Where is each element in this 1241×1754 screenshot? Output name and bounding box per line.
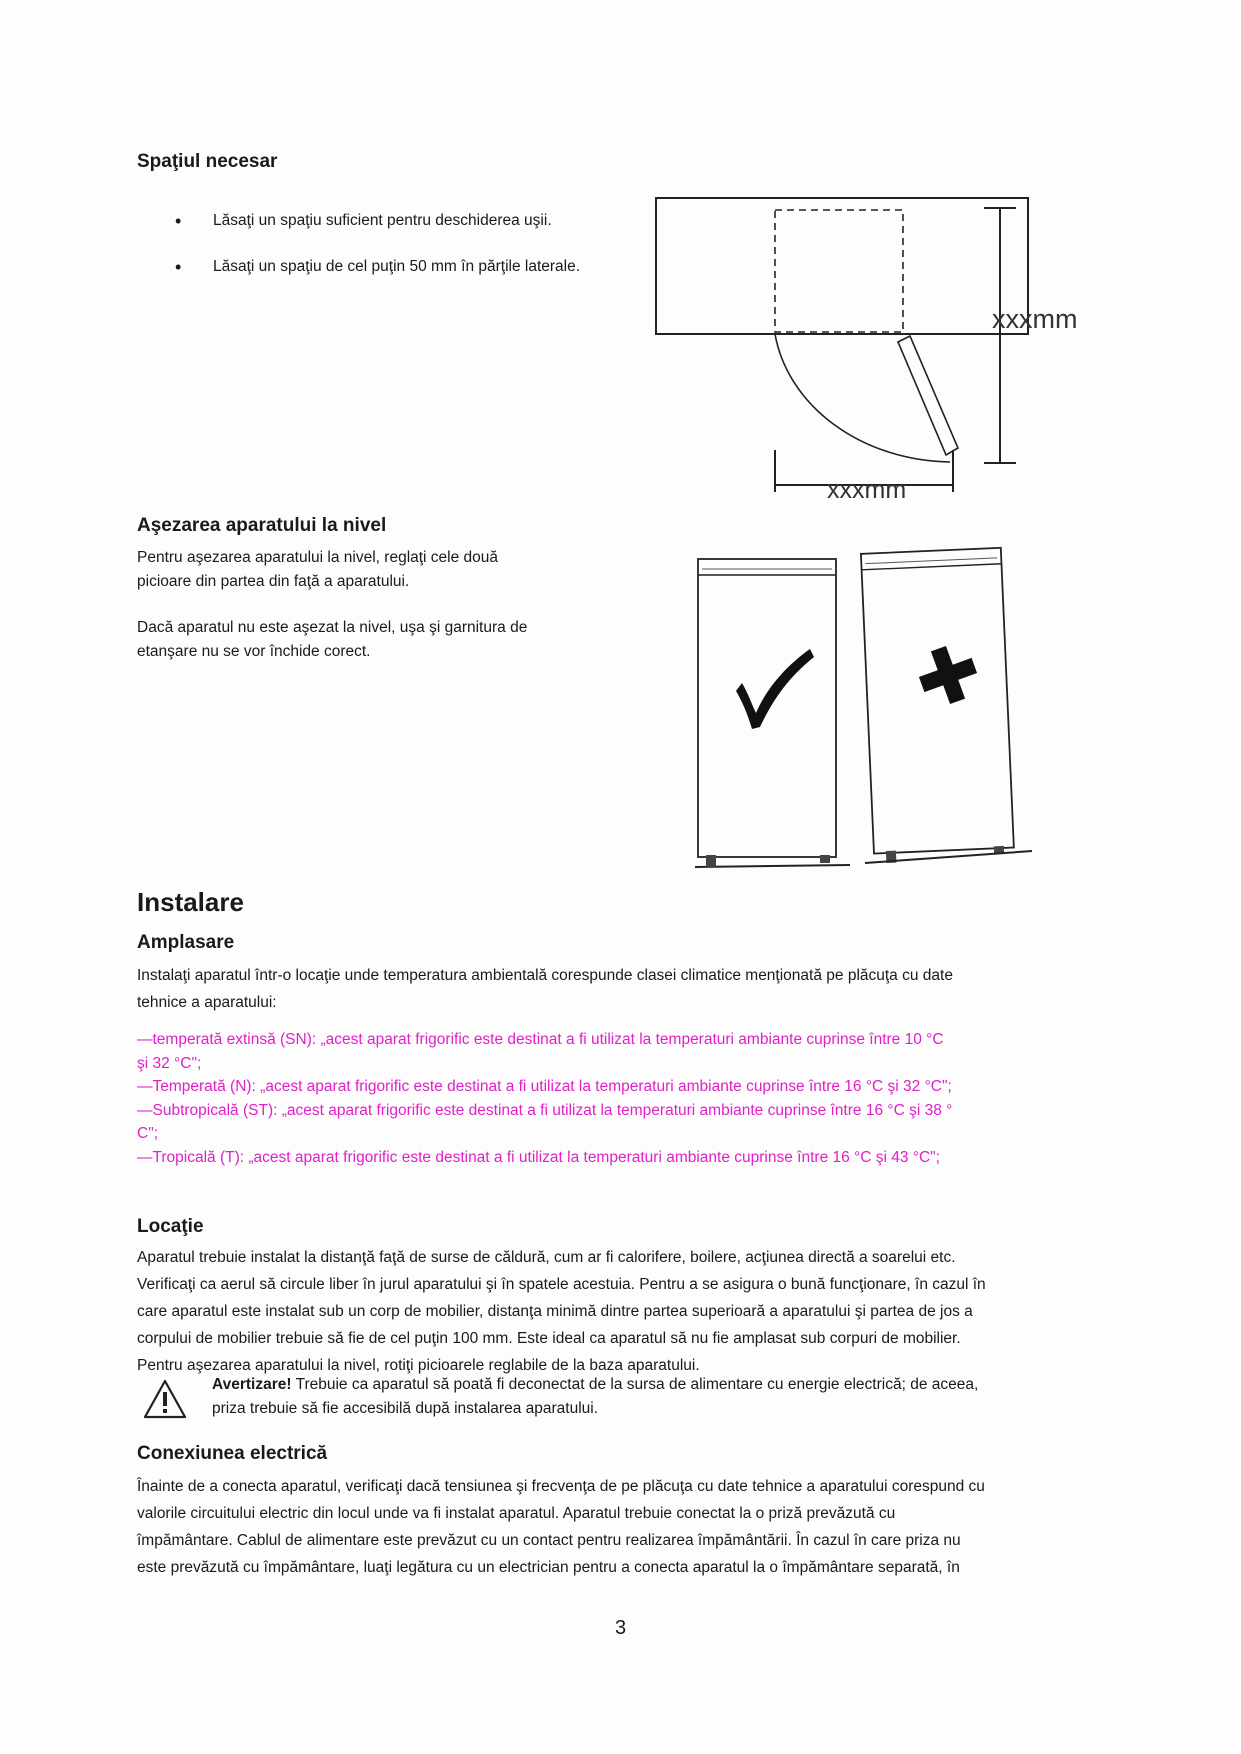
fridge-dashed-outline: [775, 210, 903, 332]
fridge-top-outline: [656, 198, 1028, 334]
climate-classes-list: [137, 1028, 952, 1169]
bullet-dot: •: [175, 211, 182, 231]
page-number: 3: [614, 1617, 627, 1639]
leveling-paragraph-1: Pentru aşezarea aparatului la nivel, reglaţi cele două picioare din partea din faţă a aparatului.: [137, 549, 499, 590]
climate-class-line: —Subtropicală (ST): „acest aparat frigorific este destinat a fi utilizat la temperaturi ambiante cuprinse între 16 °C şi 38 °: [137, 1101, 953, 1119]
leveling-illustration: [690, 545, 1050, 875]
climate-class-line: —Temperată (N): „acest aparat frigorific este destinat a fi utilizat la temperaturi ambiante cuprinse între 16 °C şi 32 °C";: [137, 1078, 952, 1095]
width-dimension-label: xxxmm: [827, 476, 907, 504]
door-swing-arc: [775, 334, 950, 462]
tilted-fridge: [861, 548, 1014, 864]
heading-electrical-connection: Conexiunea electrică: [137, 1443, 328, 1464]
climate-class-line: —Tropicală (T): „acest aparat frigorific este destinat a fi utilizat la temperaturi ambiante cuprinse între 16 °C şi 43 °C";: [137, 1148, 940, 1166]
electrical-paragraph: Înainte de a conecta aparatul, verificaţi dacă tensiunea şi frecvenţa de pe plăcuţa cu date tehnice a aparatului corespund cu valorile circuitului electric din locul unde va fi instalat aparatul. Aparatul trebuie conectat la o priză prevăzută cu împământare. Cablul de alimentare este prevăzut cu un contact pentru realizarea împământării. În cazul în care priza nu este prevăzută cu împământare, luaţi legătura cu un electrician pentru a conecta aparatul la o împământare separată, în: [137, 1478, 985, 1576]
heading-placement: Amplasare: [137, 932, 235, 953]
heading-space-needed: Spaţiul necesar: [137, 151, 278, 172]
bullet-text: Lăsaţi un spaţiu suficient pentru deschiderea uşii.: [213, 212, 552, 229]
climate-class-line: şi 32 °C";: [137, 1054, 202, 1072]
location-paragraph: Aparatul trebuie instalat la distanţă faţă de surse de căldură, cum ar fi calorifere, boilere, acţiunea directă a soarelui etc. Verificaţi ca aerul să circule liber în jurul aparatului şi în spatele acestuia. Pentru a se asigura o bună funcţionare, în cazul în care aparatul este instalat sub un corp de mobilier, distanţa minimă dintre partea superioară a aparatului şi partea de jos a corpului de mobilier trebuie să fie de cel puţin 100 mm. Este ideal ca aparatul să nu fie amplasat sub corpuri de mobilier. Pentru aşezarea aparatului la nivel, rotiţi picioarele reglabile de la baza aparatului.: [137, 1249, 986, 1374]
warning-label: Avertizare!: [212, 1376, 292, 1393]
warning-text: Avertizare! Trebuie ca aparatul să poată fi deconectat de la sursa de alimentare cu energie electrică; de aceea, priza trebuie să fie accesibilă după instalarea aparatului.: [212, 1376, 979, 1417]
leveling-paragraph-2: Dacă aparatul nu este aşezat la nivel, uşa şi garnitura de etanşare nu se vor închide corect.: [137, 619, 528, 660]
climate-class-line: C";: [137, 1125, 159, 1142]
placement-intro: Instalaţi aparatul într-o locaţie unde temperatura ambientală corespunde clasei climatice menţionată pe plăcuţa cu date tehnice a aparatului:: [137, 967, 953, 1011]
door-clearance-diagram: [640, 190, 1100, 510]
bullet-text: Lăsaţi un spaţiu de cel puţin 50 mm în părţile laterale.: [213, 258, 581, 275]
level-fridge: [695, 559, 850, 867]
warning-icon: [142, 1378, 188, 1420]
height-dimension-label: xxxmm: [992, 304, 1078, 334]
heading-location: Locaţie: [137, 1216, 204, 1237]
cross-icon: [912, 639, 984, 711]
open-door: [898, 336, 958, 455]
heading-installation: Instalare: [137, 887, 244, 917]
bullet-dot: •: [175, 257, 182, 277]
heading-leveling: Aşezarea aparatului la nivel: [137, 515, 387, 536]
climate-class-line: —temperată extinsă (SN): „acest aparat frigorific este destinat a fi utilizat la temperaturi ambiante cuprinse între 10 °C: [137, 1031, 944, 1048]
checkmark-icon: [736, 649, 814, 729]
